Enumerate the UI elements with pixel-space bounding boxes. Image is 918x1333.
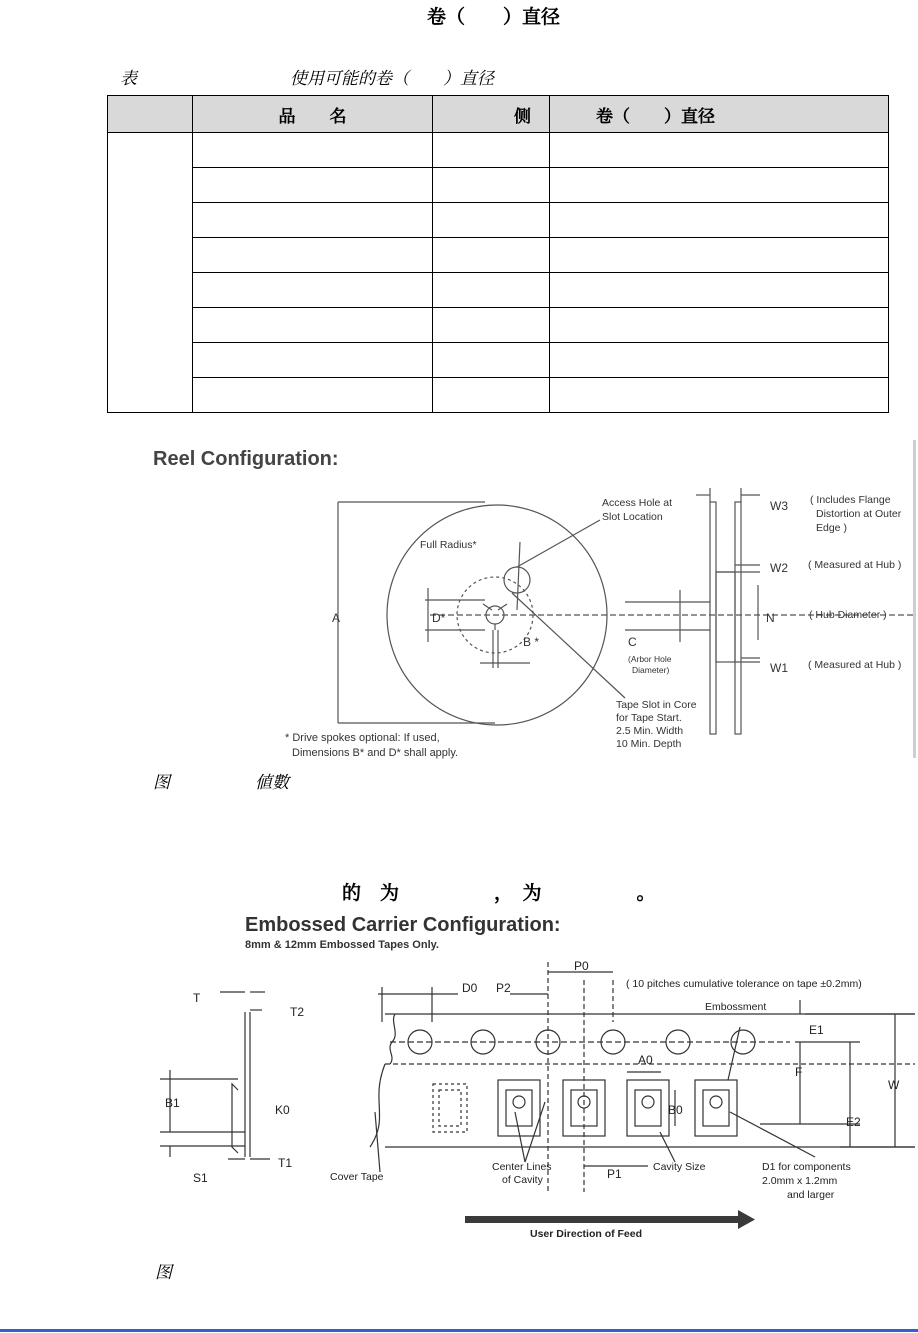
feed-arrow-head bbox=[738, 1210, 755, 1229]
footnote-line-2: Dimensions B* and D* shall apply. bbox=[292, 747, 459, 759]
w3-note-3: Edge ) bbox=[816, 522, 847, 534]
dimension-w3-label: W3 bbox=[770, 499, 788, 513]
table-row bbox=[108, 168, 889, 203]
dimension-e1-label: E1 bbox=[809, 1023, 824, 1037]
dimension-b0-label: B0 bbox=[668, 1103, 683, 1117]
table-cell bbox=[550, 308, 889, 343]
n-note: ( Hub Diameter ) bbox=[809, 609, 887, 621]
header-cell-group bbox=[108, 96, 193, 133]
header-cell-product-name: 品 名 bbox=[193, 96, 433, 133]
body-sentence: 的 为 ， 为 。 bbox=[342, 882, 656, 904]
full-radius-label: Full Radius* bbox=[420, 539, 477, 551]
reel-diameter-table bbox=[107, 95, 889, 413]
dimension-w-label: W bbox=[888, 1078, 900, 1092]
group-cell bbox=[108, 133, 193, 413]
w3-note-2: Distortion at Outer bbox=[816, 508, 902, 520]
dimension-p1-label: P1 bbox=[607, 1167, 622, 1181]
tape-slot-label-3: 2.5 Min. Width bbox=[616, 725, 684, 737]
header-cell-side: 侧 bbox=[433, 96, 550, 133]
dimension-e2-label: E2 bbox=[846, 1115, 861, 1129]
table-row bbox=[108, 238, 889, 273]
table-cell bbox=[193, 168, 433, 203]
table-cell bbox=[550, 273, 889, 308]
table-cell bbox=[193, 203, 433, 238]
tolerance-note: ( 10 pitches cumulative tolerance on tape ±0.2mm) bbox=[626, 978, 862, 990]
tape-slot-label-2: for Tape Start. bbox=[616, 712, 682, 724]
dimension-w2-label: W2 bbox=[770, 561, 788, 575]
dimension-p0-label: P0 bbox=[574, 959, 589, 973]
feed-arrow-shaft bbox=[465, 1216, 740, 1223]
center-lines-label-1: Center Lines bbox=[492, 1161, 552, 1173]
table-caption: 表 使用可能的卷（ ）直径 bbox=[120, 69, 494, 89]
w1-note: ( Measured at Hub ) bbox=[808, 659, 902, 671]
w3-note-1: ( Includes Flange bbox=[810, 494, 891, 506]
w2-note: ( Measured at Hub ) bbox=[808, 559, 902, 571]
table-cell bbox=[193, 343, 433, 378]
embossment-label: Embossment bbox=[705, 1001, 767, 1013]
cover-tape-label: Cover Tape bbox=[330, 1171, 384, 1183]
table-cell bbox=[433, 378, 550, 413]
page-bottom-rule bbox=[0, 1329, 918, 1332]
reel-configuration-title: Reel Configuration: bbox=[153, 448, 339, 470]
carrier-configuration-title: Embossed Carrier Configuration: bbox=[245, 914, 561, 936]
feed-direction-label: User Direction of Feed bbox=[530, 1228, 643, 1240]
table-cell bbox=[433, 308, 550, 343]
dimension-p2-label: P2 bbox=[496, 981, 511, 995]
dimension-t-label: T bbox=[193, 991, 201, 1005]
header-cell-reel-diameter: 卷（ ）直径 bbox=[550, 96, 889, 133]
table-row bbox=[108, 133, 889, 168]
access-hole-label-1: Access Hole at bbox=[602, 497, 673, 509]
table-cell bbox=[193, 308, 433, 343]
dimension-t2-label: T2 bbox=[290, 1005, 305, 1019]
dimension-a-label: A bbox=[332, 611, 341, 625]
table-row bbox=[108, 203, 889, 238]
table-cell bbox=[193, 273, 433, 308]
right-margin-rule bbox=[913, 440, 916, 758]
table-cell bbox=[433, 343, 550, 378]
table-cell bbox=[433, 273, 550, 308]
table-row bbox=[108, 343, 889, 378]
access-hole-label-2: Slot Location bbox=[602, 511, 663, 523]
arbor-label-1: (Arbor Hole bbox=[628, 654, 672, 664]
table-cell bbox=[433, 203, 550, 238]
footnote-line-1: * Drive spokes optional: If used, bbox=[285, 732, 440, 744]
dimension-w1-label: W1 bbox=[770, 661, 788, 675]
carrier-configuration-subtitle: 8mm & 12mm Embossed Tapes Only. bbox=[245, 939, 439, 951]
section-title: 卷（ ）直径 bbox=[427, 6, 561, 28]
table-cell bbox=[550, 203, 889, 238]
dimension-k0-label: K0 bbox=[275, 1103, 290, 1117]
carrier-figure-caption: 图 bbox=[155, 1263, 172, 1283]
dimension-t1-label: T1 bbox=[278, 1156, 293, 1170]
dimension-b1-label: B1 bbox=[165, 1096, 180, 1110]
arbor-label-2: Diameter) bbox=[632, 665, 670, 675]
dimension-s1-label: S1 bbox=[193, 1171, 208, 1185]
table-cell bbox=[433, 238, 550, 273]
table-cell bbox=[550, 168, 889, 203]
table-cell bbox=[550, 378, 889, 413]
dimension-b-label: B * bbox=[523, 635, 540, 649]
table-cell bbox=[433, 168, 550, 203]
table-cell bbox=[550, 238, 889, 273]
cavity-size-label: Cavity Size bbox=[653, 1161, 706, 1173]
d1-label-2: 2.0mm x 1.2mm bbox=[762, 1175, 838, 1187]
dimension-d-label: D* bbox=[432, 611, 446, 625]
d1-label-3: and larger bbox=[787, 1189, 835, 1201]
table-cell bbox=[193, 378, 433, 413]
tape-slot-label-4: 10 Min. Depth bbox=[616, 738, 682, 750]
tape-slot-label-1: Tape Slot in Core bbox=[616, 699, 697, 711]
table-cell bbox=[433, 133, 550, 168]
dimension-a0-label: A0 bbox=[638, 1053, 653, 1067]
dimension-f-label: F bbox=[795, 1065, 803, 1079]
d1-label-1: D1 for components bbox=[762, 1161, 851, 1173]
table-cell bbox=[550, 343, 889, 378]
table-header-row bbox=[108, 96, 889, 133]
table-row bbox=[108, 308, 889, 343]
dimension-d0-label: D0 bbox=[462, 981, 478, 995]
dimension-c-label: C bbox=[628, 635, 637, 649]
reel-figure-caption: 图 値數 bbox=[153, 773, 289, 793]
table-cell bbox=[193, 238, 433, 273]
dimension-n-label: N bbox=[766, 611, 775, 625]
access-hole-circle bbox=[504, 567, 530, 593]
center-lines-label-2: of Cavity bbox=[502, 1174, 543, 1186]
carrier-configuration-diagram bbox=[150, 952, 915, 1247]
table-row bbox=[108, 273, 889, 308]
table-row bbox=[108, 378, 889, 413]
table-cell bbox=[193, 133, 433, 168]
table-cell bbox=[550, 133, 889, 168]
reel-configuration-diagram bbox=[280, 480, 918, 765]
